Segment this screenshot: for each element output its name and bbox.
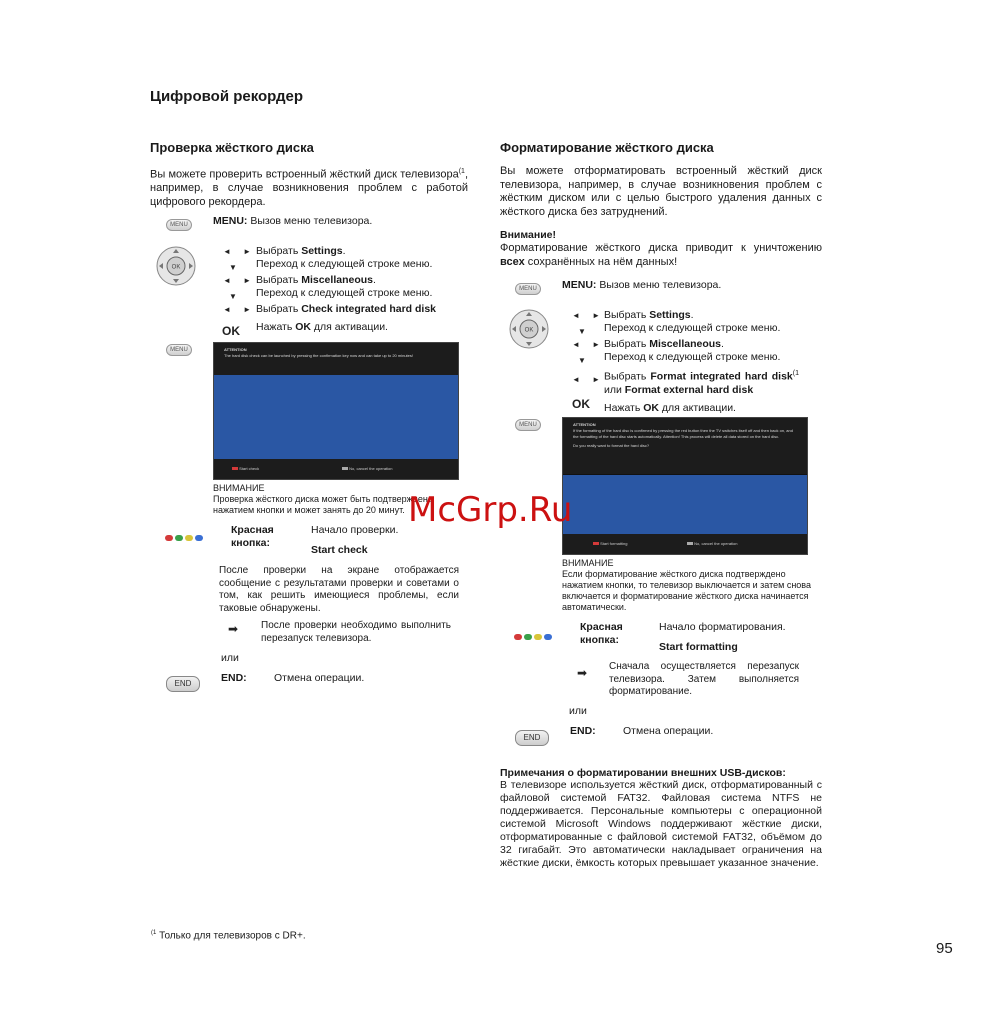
right-red-label: Красная кнопка: <box>580 621 623 646</box>
screen-footer: Start check No, cancel the operation <box>214 459 458 479</box>
arrow-down-icon: ▼ <box>229 263 237 272</box>
left-end-text: Отмена операции. <box>274 672 365 684</box>
watermark: McGrp.Ru <box>408 490 573 530</box>
screen-header: ATTENTION The hard disk check can be launched by pressing the confirmation key now and can take up to 20 minutes! <box>214 343 458 375</box>
left-step3: Выбрать Check integrated hard disk <box>256 303 437 315</box>
footnote: $^{(1}$ Только для телевизоров с DR+. <box>151 930 306 942</box>
left-note-title: ВНИМАНИЕ <box>213 483 265 493</box>
page-title: Цифровой рекордер <box>150 88 303 105</box>
left-tv-screen <box>213 342 459 480</box>
menu-key-icon: MENU <box>515 283 541 295</box>
right-warning-title: Внимание! <box>500 229 556 241</box>
arrow-left-right-icon: ◄ ► <box>572 311 606 320</box>
left-note-text: Проверка жёсткого диска может быть подтверждена нажатием кнопки и может занять до 20 минут. <box>213 494 433 515</box>
note-arrow-icon: ➡ <box>228 622 239 636</box>
page-number: 95 <box>936 940 953 957</box>
right-step1-next: Переход к следующей строке меню. <box>604 322 781 334</box>
usb-notes-text: В телевизоре используется жёсткий диск, отформатированный с файловой системой FAT32. Файловая система NTFS не поддерживается. Персональные компьютеры с операционной системой Microsoft Windows поддерживают жёсткие диски, отформатированные с файловой системой FAT32, объёмом до 32 гигабайт. Это автоматически накладывает ограничения на жёсткие диски, ёмкость которых превышает указанное значение. <box>500 779 822 869</box>
left-step1: Выбрать Settings. <box>256 245 346 257</box>
end-key-icon: END <box>166 676 200 692</box>
ok-key-icon: OK <box>572 397 590 411</box>
arrow-down-icon: ▼ <box>229 292 237 301</box>
left-red-label: Красная кнопка: <box>231 524 274 549</box>
menu-key-icon: MENU <box>515 419 541 431</box>
right-or: или <box>569 705 587 717</box>
arrow-left-right-icon: ◄ ► <box>223 247 257 256</box>
right-tv-screen <box>562 417 808 555</box>
arrow-down-icon: ▼ <box>578 327 586 336</box>
color-keys-icon <box>165 529 205 539</box>
color-keys-icon <box>514 628 554 638</box>
dpad-ok-icon <box>156 246 196 286</box>
left-heading: Проверка жёсткого диска <box>150 140 314 155</box>
right-step2: Выбрать Miscellaneous. <box>604 338 724 350</box>
right-red-bold: Start formatting <box>659 641 738 653</box>
left-step2: Выбрать Miscellaneous. <box>256 274 376 286</box>
menu-key-icon: MENU <box>166 344 192 356</box>
dpad-ok-icon <box>509 309 549 349</box>
right-ok-row: Нажать OK для активации. <box>604 402 736 414</box>
right-end-label: END: <box>570 725 596 737</box>
right-step3: Выбрать Format integrated hard disk$^{(1}$ или Format external hard disk <box>604 370 799 396</box>
left-red-text: Начало проверки. <box>311 524 399 536</box>
right-step1: Выбрать Settings. <box>604 309 694 321</box>
screen-blue-area <box>563 475 807 534</box>
left-ok-row: Нажать OK для активации. <box>256 321 388 333</box>
screen-blue-area <box>214 375 458 459</box>
note-arrow-icon: ➡ <box>577 666 588 680</box>
menu-key-icon: MENU <box>166 219 192 231</box>
right-red-text: Начало форматирования. <box>659 621 786 633</box>
arrow-left-right-icon: ◄ ► <box>572 375 606 384</box>
ok-key-icon: OK <box>222 324 240 338</box>
left-arrow-note: После проверки необходимо выполнить перезапуск телевизора. <box>261 620 451 644</box>
arrow-left-right-icon: ◄ ► <box>572 340 606 349</box>
right-note-title: ВНИМАНИЕ <box>562 558 614 568</box>
arrow-left-right-icon: ◄ ► <box>223 305 257 314</box>
right-arrow-note: Сначала осуществляется перезапуск телевизора. Затем выполняется форматирование. <box>609 661 799 697</box>
left-step1-next: Переход к следующей строке меню. <box>256 258 433 270</box>
left-end-label: END: <box>221 672 247 684</box>
left-step2-next: Переход к следующей строке меню. <box>256 287 433 299</box>
right-menu-row: MENU: Вызов меню телевизора. <box>562 279 722 291</box>
svg-text:OK: OK <box>171 264 181 271</box>
right-end-text: Отмена операции. <box>623 725 714 737</box>
right-note-text: Если форматирование жёсткого диска подтверждено нажатием кнопки, то телевизор выключается и затем снова включается и форматирование жёсткого диска начинается автоматически. <box>562 569 811 612</box>
right-step2-next: Переход к следующей строке меню. <box>604 351 781 363</box>
end-key-icon: END <box>515 730 549 746</box>
right-intro: Вы можете отформатировать встроенный жёсткий диск телевизора, например, в случае возникновения проблем с жёстким диском или с целью быстрого удаления данных с жёсткого диска без затруднений. <box>500 165 822 218</box>
left-red-bold: Start check <box>311 544 368 556</box>
arrow-left-right-icon: ◄ ► <box>223 276 257 285</box>
right-heading: Форматирование жёсткого диска <box>500 140 714 155</box>
svg-text:OK: OK <box>524 327 534 334</box>
left-menu-row: MENU: Вызов меню телевизора. <box>213 215 373 227</box>
screen-footer: Start formatting No, cancel the operation <box>563 534 807 554</box>
left-intro: Вы можете проверить встроенный жёсткий диск телевизора$^{(1}$, например, в случае возникновения проблем с работой цифрового рекордера. <box>150 168 468 208</box>
screen-header: ATTENTION If the formatting of the hard disc is confirmed by pressing the red button then the TV switches itself off and then back on, and the formatting of the hard disc starts automatically. Attention! This process will delete all data stored on the hard disc. Do you really want to format the hard disc? <box>563 418 807 474</box>
left-after-text: После проверки на экране отображается сообщение с результатами проверки и советами о том, как решить имеющиеся проблемы, если таковые обнаружены. <box>219 565 459 614</box>
left-or: или <box>221 652 239 664</box>
right-warning-text: Форматирование жёсткого диска приводит к уничтожению всех сохранённых на нём данных! <box>500 242 822 268</box>
usb-notes-heading: Примечания о форматировании внешних USB-дисков: <box>500 767 786 779</box>
arrow-down-icon: ▼ <box>578 356 586 365</box>
